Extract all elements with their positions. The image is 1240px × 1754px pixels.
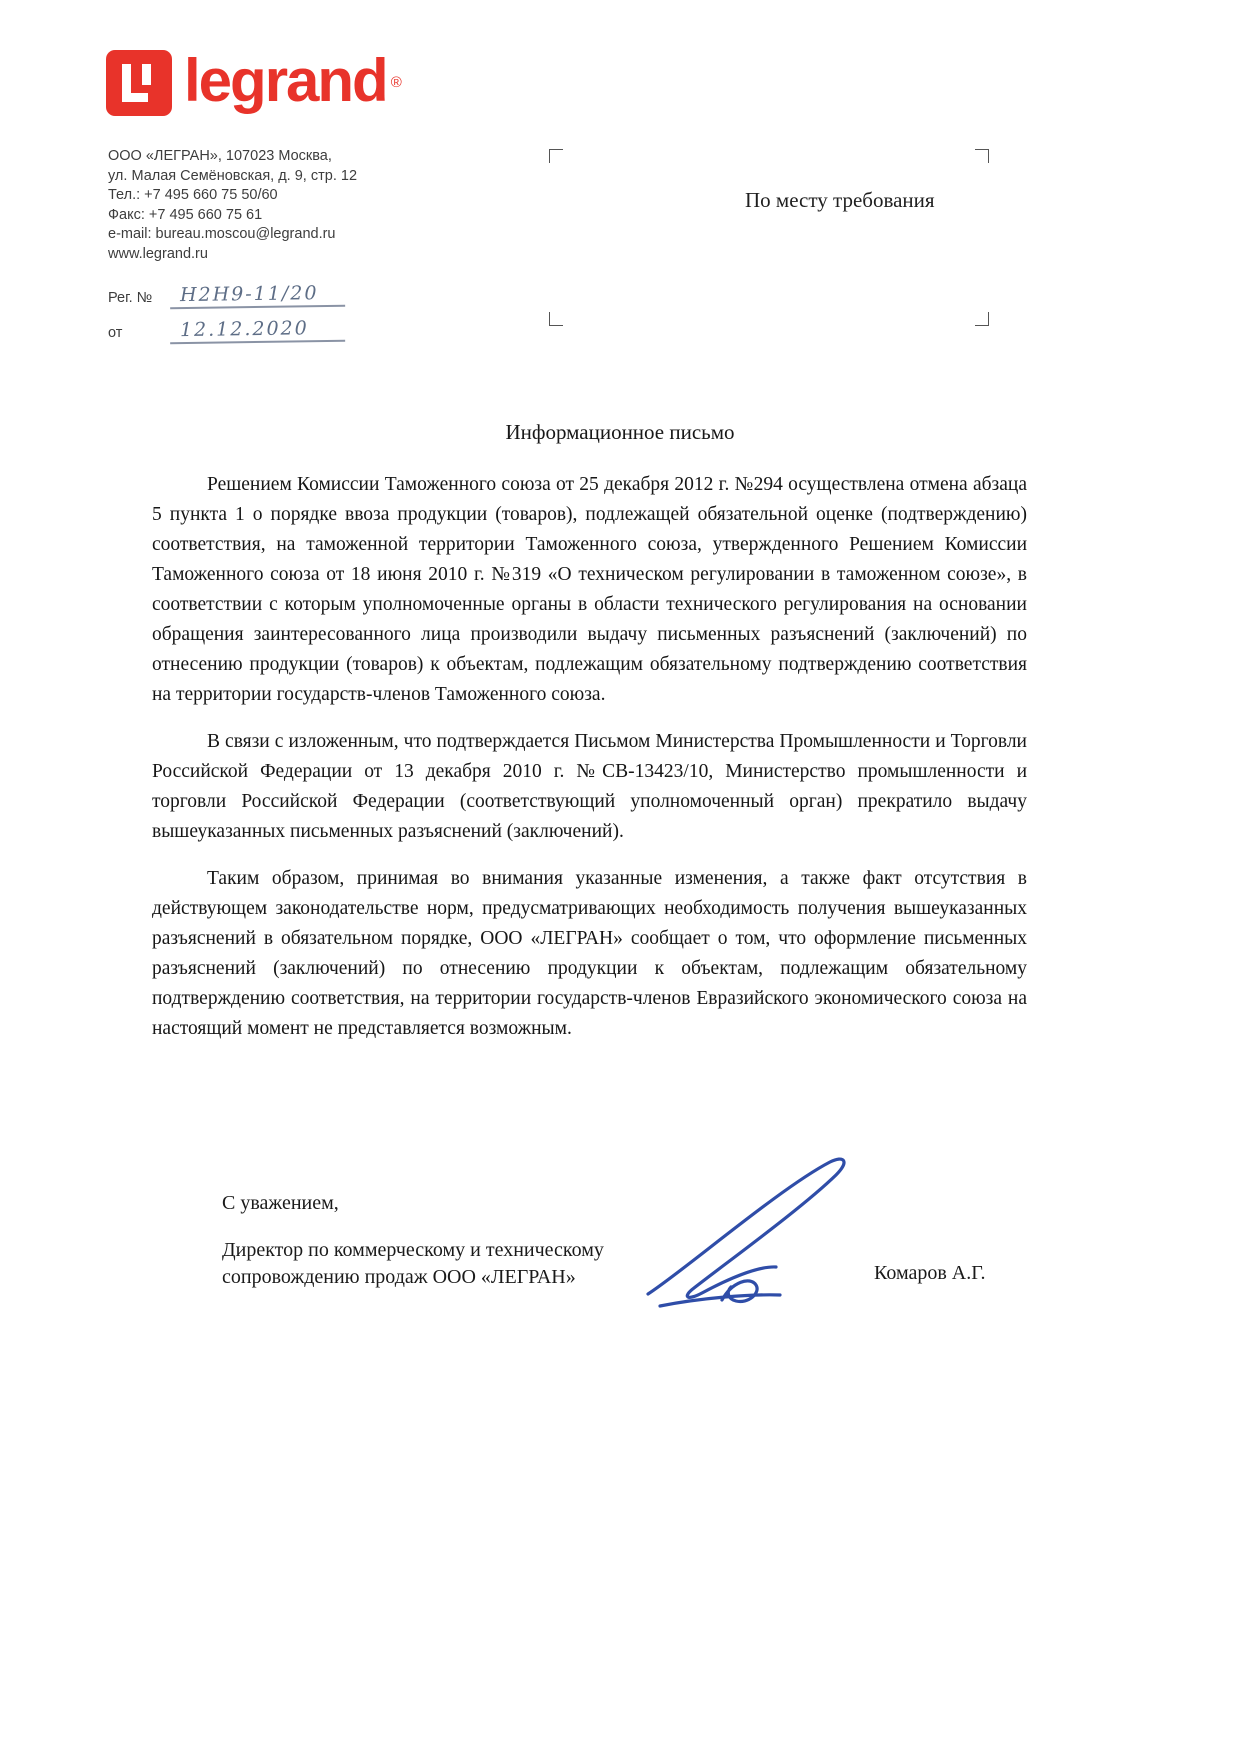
reg-date-handwritten: 12.12.2020 [179, 317, 309, 342]
paragraph-2: В связи с изложенным, что подтверждается Письмом Министерства Промышленности и Торговли Российской Федерации от 13 декабря 2010 г. №СВ-13423/10, Министерство промышленности и торговли Российской Федерации (соответствующий уполномоченный орган) прекратило выдачу вышеуказанных письменных разъяснений (заключений). [152, 731, 1027, 842]
recipient-line: По месту требования [745, 188, 935, 212]
company-street: ул. Малая Семёновская, д. 9, стр. 12 [108, 167, 358, 184]
letter-body [152, 470, 1027, 1061]
reg-date-label: от [108, 325, 123, 341]
company-phone: Тел.: +7 495 660 75 50/60 [108, 187, 278, 203]
registration-block [108, 283, 345, 353]
reg-number-handwritten: Н2Н9-11/20 [179, 282, 319, 307]
company-name-address: ООО «ЛЕГРАН», 107023 Москва, [108, 148, 332, 164]
paragraph-1: Решением Комиссии Таможенного союза от 25 декабря 2012 г. №294 осуществлена отмена абзаца 5 пункта 1 о порядке ввоза продукции (товаров), подлежащей обязательной оценке (подтверждению) соответствия, на таможенной территории Таможенного союза, утвержденного Решением Комиссии Таможенного союза от 18 июня 2010 г. №319 «О техническом регулировании в таможенном союзе», в соответствии с которым уполномоченные органы в области технического регулирования на основании обращения заинтересованного лица производили выдачу письменных разъяснений (заключений) по отнесению продукции (товаров) к объектам, подлежащим обязательному подтверждению соответствия на территории государств-членов Таможенного союза. [152, 474, 1027, 705]
paragraph-3: Таким образом, принимая во внимания указанные изменения, а также факт отсутствия в действующем законодательстве норм, предусматривающих необходимость получения вышеуказанных разъяснений в обязательном порядке, ООО «ЛЕГРАН» сообщает о том, что оформление письменных разъяснений (заключений) по отнесению продукции к объектам, подлежащим обязательному подтверждению соответствия, на территории государств-членов Евразийского экономического союза на настоящий момент не представляется возможным. [152, 868, 1027, 1039]
signer-position [222, 1237, 604, 1291]
company-fax: Факс: +7 495 660 75 61 [108, 206, 263, 223]
letter-title: Информационное письмо [505, 420, 735, 444]
address-corner-top-right [975, 149, 989, 163]
legrand-wordmark: legrand ® [184, 47, 400, 114]
handwritten-signature [630, 1148, 880, 1318]
reg-number-label: Рег. № [108, 290, 153, 306]
company-contact-block [108, 147, 357, 264]
signer-position-line-2: сопровождению продаж ООО «ЛЕГРАН» [222, 1266, 576, 1288]
legrand-logo-icon [106, 50, 172, 116]
salutation: С уважением, [222, 1192, 339, 1214]
address-corner-bottom-left [549, 312, 563, 326]
legrand-logo [106, 47, 400, 116]
company-email: e-mail: bureau.moscou@legrand.ru [108, 226, 336, 242]
signer-name: Комаров А.Г. [874, 1262, 986, 1284]
address-corner-top-left [549, 149, 563, 163]
address-corner-bottom-right [975, 312, 989, 326]
signer-position-line-1: Директор по коммерческому и техническому [222, 1239, 604, 1261]
registered-trademark-symbol: ® [390, 74, 400, 91]
company-website: www.legrand.ru [108, 245, 208, 262]
